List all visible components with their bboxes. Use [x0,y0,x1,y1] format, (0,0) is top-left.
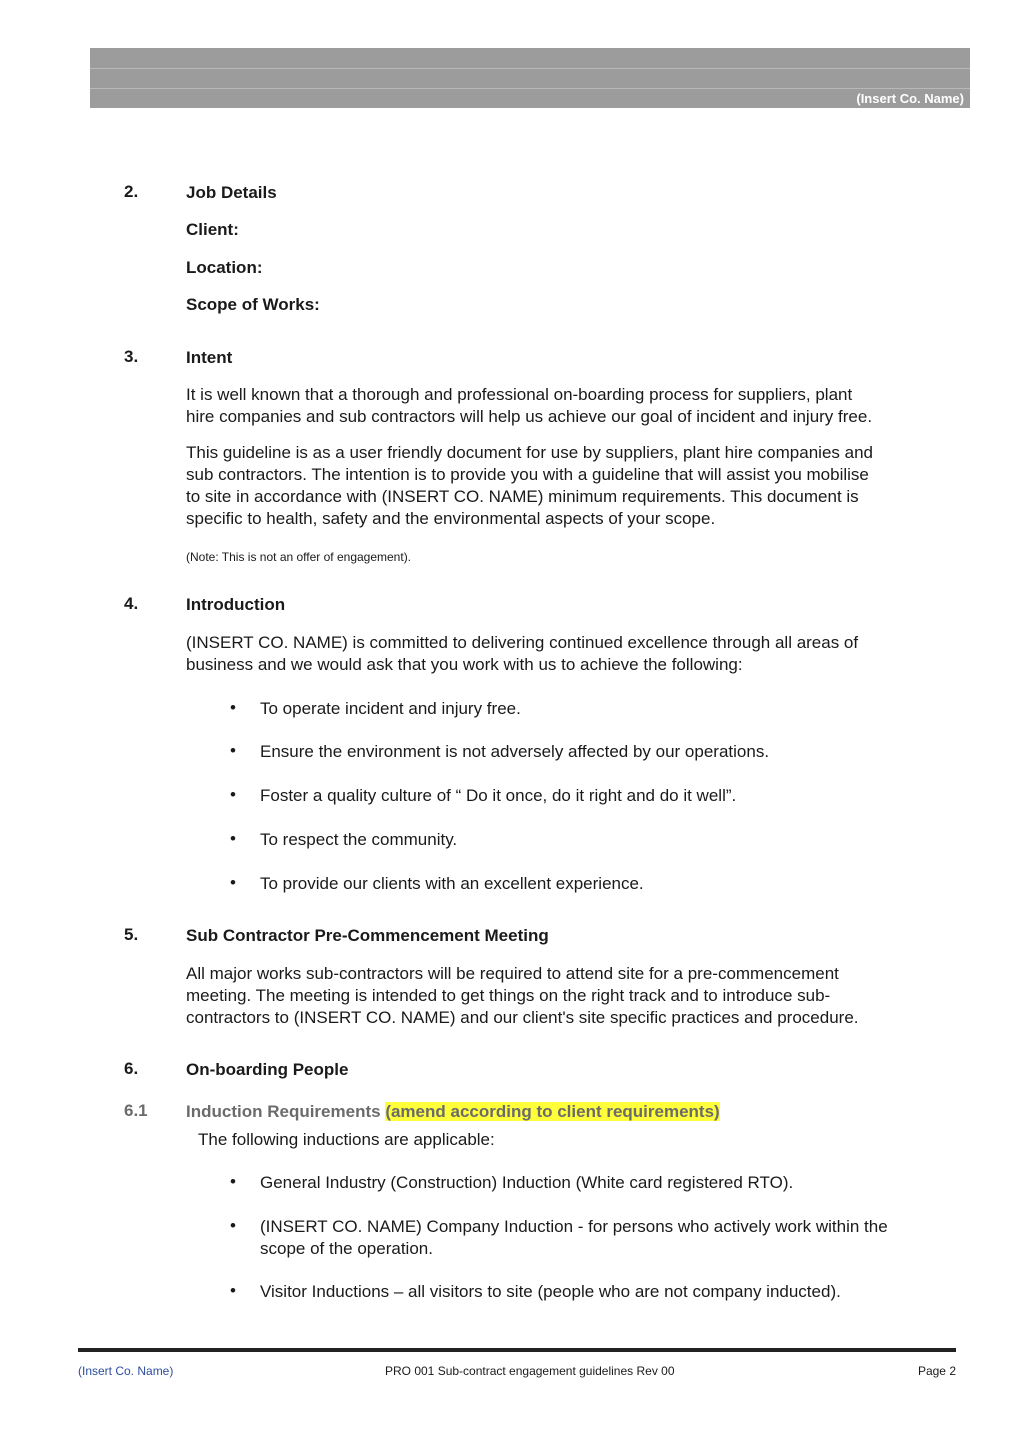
intent-note: (Note: This is not an offer of engagement). [186,550,412,564]
list-item: Ensure the environment is not adversely affected by our operations. [260,742,770,761]
highlighted-instruction: (amend according to client requirements) [385,1102,720,1121]
intent-paragraph-2 [186,442,966,530]
text-line: This guideline is as a user friendly document for use by suppliers, plant hire companies and [186,443,873,462]
header-company-name: (Insert Co. Name) [856,91,964,106]
list-item: To provide our clients with an excellent experience. [260,874,644,893]
text-line: to site in accordance with (INSERT CO. NAME) minimum requirements. This document is [186,487,859,506]
header-divider [90,88,970,89]
text-line: specific to health, safety and the environmental aspects of your scope. [186,509,716,528]
bullet-marker: • [230,785,236,804]
list-item: To respect the community. [260,830,458,849]
text-line: scope of the operation. [260,1239,433,1258]
text-line: All major works sub-contractors will be required to attend site for a pre-commencement [186,964,839,983]
bullet-marker: • [230,741,236,760]
text-line: sub contractors. The intention is to provide you with a guideline that will assist you mobilise [186,465,869,484]
text-line: hire companies and sub contractors will help us achieve our goal of incident and injury free. [186,407,873,426]
list-item: General Industry (Construction) Induction (White card registered RTO). [260,1173,794,1192]
text-line: (INSERT CO. NAME) is committed to delivering continued excellence through all areas of [186,633,859,652]
section-number: 4. [124,594,139,613]
header-divider [90,68,970,69]
text-line: (INSERT CO. NAME) Company Induction - for persons who actively work within the [260,1217,888,1236]
bullet-marker: • [230,829,236,848]
section-number: 3. [124,347,139,366]
footer-company-name: (Insert Co. Name) [78,1364,174,1378]
text-line: meeting. The meeting is intended to get things on the right track and to introduce sub- [186,986,831,1005]
footer-document-title: PRO 001 Sub-contract engagement guidelines Rev 00 [385,1364,675,1378]
section-title: Introduction [186,595,286,614]
induction-intro: The following inductions are applicable: [198,1130,495,1149]
intent-paragraph-1 [186,384,966,428]
bullet-marker: • [230,1281,236,1300]
section-title: Job Details [186,183,277,202]
list-item: Visitor Inductions – all visitors to site (people who are not company inducted). [260,1282,841,1301]
section-number: 2. [124,182,139,201]
bullet-marker: • [230,1172,236,1191]
bullet-marker: • [230,698,236,717]
text-line: business and we would ask that you work with us to achieve the following: [186,655,743,674]
section-number: 6. [124,1059,139,1078]
list-item [260,1216,970,1260]
text-line: contractors to (INSERT CO. NAME) and our client's site specific practices and procedure. [186,1008,859,1027]
list-item: Foster a quality culture of “ Do it once, do it right and do it well”. [260,786,737,805]
section-title: Sub Contractor Pre-Commencement Meeting [186,926,549,945]
footer-page-number: Page 2 [917,1364,956,1378]
subsection-number: 6.1 [124,1101,148,1120]
meeting-paragraph [186,963,966,1029]
text-line: It is well known that a thorough and professional on-boarding process for suppliers, plant [186,385,853,404]
list-item: To operate incident and injury free. [260,699,521,718]
bullet-marker: • [230,873,236,892]
section-title: On-boarding People [186,1060,349,1079]
subsection-title: Induction Requirements [186,1102,381,1121]
page-header-band [90,48,970,108]
section-number: 5. [124,925,139,944]
location-label: Location: [186,258,263,277]
introduction-paragraph [186,632,966,676]
scope-label: Scope of Works: [186,295,320,314]
bullet-marker: • [230,1216,236,1235]
client-label: Client: [186,220,239,239]
subsection-heading [186,1101,966,1123]
footer-rule [78,1348,956,1352]
section-title: Intent [186,348,233,367]
